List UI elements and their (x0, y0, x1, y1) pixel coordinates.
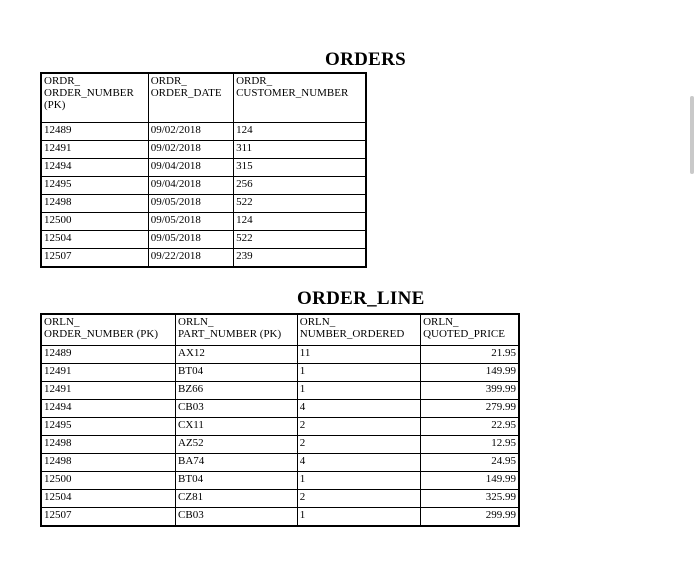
order-number-cell: 12494 (41, 159, 148, 177)
order-line-header-order-number (41, 314, 176, 346)
table-row (41, 472, 519, 490)
number-ordered-cell: 11 (297, 346, 420, 364)
orders-header-label: CUSTOMER_NUMBER (236, 87, 349, 99)
order-number-cell: 12498 (41, 195, 148, 213)
table-row (41, 123, 366, 141)
order-line-header-label: NUMBER_ORDERED (299, 328, 405, 340)
orders-header-label: ORDER_DATE (150, 87, 222, 99)
customer-number-cell: 522 (234, 231, 366, 249)
order-line-header-quoted-price (421, 314, 519, 346)
orders-header-prefix: ORDR_ (44, 75, 81, 87)
quoted-price-cell: 279.99 (421, 400, 519, 418)
customer-number-cell: 315 (234, 159, 366, 177)
orders-header-prefix: ORDR_ (236, 75, 273, 87)
quoted-price-cell: 12.95 (421, 436, 519, 454)
order-date-cell: 09/22/2018 (148, 249, 233, 268)
table-row (41, 249, 366, 268)
order-line-header-label: ORDER_NUMBER (PK) (44, 328, 158, 340)
part-number-cell: BT04 (176, 472, 298, 490)
order-date-cell: 09/04/2018 (148, 159, 233, 177)
table-row (41, 141, 366, 159)
order-number-cell: 12491 (41, 382, 176, 400)
table-row (41, 177, 366, 195)
number-ordered-cell: 1 (297, 364, 420, 382)
order-number-cell: 12504 (41, 231, 148, 249)
quoted-price-cell: 325.99 (421, 490, 519, 508)
part-number-cell: CX11 (176, 418, 298, 436)
customer-number-cell: 256 (234, 177, 366, 195)
quoted-price-cell: 149.99 (421, 364, 519, 382)
quoted-price-cell: 399.99 (421, 382, 519, 400)
orders-table-title: ORDERS (325, 49, 406, 70)
table-row (41, 195, 366, 213)
order-number-cell: 12500 (41, 213, 148, 231)
number-ordered-cell: 4 (297, 454, 420, 472)
table-row (41, 418, 519, 436)
table-row (41, 364, 519, 382)
table-row (41, 159, 366, 177)
number-ordered-cell: 1 (297, 382, 420, 400)
orders-header-key: (PK) (44, 99, 66, 111)
number-ordered-cell: 4 (297, 400, 420, 418)
order-number-cell: 12495 (41, 177, 148, 195)
part-number-cell: CB03 (176, 508, 298, 527)
order-line-table (40, 313, 520, 527)
order-number-cell: 12507 (41, 508, 176, 527)
order-number-cell: 12491 (41, 364, 176, 382)
orders-header-order-number (41, 73, 148, 123)
orders-header-prefix: ORDR_ (150, 75, 187, 87)
part-number-cell: CB03 (176, 400, 298, 418)
number-ordered-cell: 2 (297, 436, 420, 454)
order-line-header-number-ordered (297, 314, 420, 346)
order-number-cell: 12494 (41, 400, 176, 418)
order-number-cell: 12495 (41, 418, 176, 436)
part-number-cell: BT04 (176, 364, 298, 382)
vertical-scrollbar[interactable] (690, 96, 694, 174)
quoted-price-cell: 24.95 (421, 454, 519, 472)
table-row (41, 400, 519, 418)
order-line-header-prefix: ORLN_ (44, 316, 80, 328)
order-line-header-row (41, 314, 519, 346)
order-number-cell: 12489 (41, 346, 176, 364)
part-number-cell: AX12 (176, 346, 298, 364)
number-ordered-cell: 2 (297, 490, 420, 508)
quoted-price-cell: 299.99 (421, 508, 519, 527)
order-number-cell: 12507 (41, 249, 148, 268)
customer-number-cell: 522 (234, 195, 366, 213)
order-number-cell: 12504 (41, 490, 176, 508)
orders-header-label: ORDER_NUMBER (44, 87, 134, 99)
orders-header-customer-number (234, 73, 366, 123)
table-row (41, 454, 519, 472)
number-ordered-cell: 2 (297, 418, 420, 436)
quoted-price-cell: 149.99 (421, 472, 519, 490)
number-ordered-cell: 1 (297, 508, 420, 527)
table-row (41, 346, 519, 364)
order-line-header-prefix: ORLN_ (178, 316, 214, 328)
order-line-header-label: PART_NUMBER (PK) (178, 328, 282, 340)
part-number-cell: AZ52 (176, 436, 298, 454)
order-number-cell: 12489 (41, 123, 148, 141)
order-line-header-prefix: ORLN_ (299, 316, 336, 328)
order-date-cell: 09/04/2018 (148, 177, 233, 195)
customer-number-cell: 311 (234, 141, 366, 159)
orders-header-row (41, 73, 366, 123)
order-date-cell: 09/02/2018 (148, 123, 233, 141)
order-line-table-title: ORDER_LINE (297, 288, 425, 309)
order-date-cell: 09/05/2018 (148, 213, 233, 231)
part-number-cell: BA74 (176, 454, 298, 472)
orders-header-order-date (148, 73, 233, 123)
order-date-cell: 09/05/2018 (148, 231, 233, 249)
part-number-cell: CZ81 (176, 490, 298, 508)
order-number-cell: 12498 (41, 454, 176, 472)
table-row (41, 508, 519, 527)
order-number-cell: 12498 (41, 436, 176, 454)
order-number-cell: 12500 (41, 472, 176, 490)
quoted-price-cell: 21.95 (421, 346, 519, 364)
table-row (41, 436, 519, 454)
order-line-header-part-number (176, 314, 298, 346)
customer-number-cell: 124 (234, 213, 366, 231)
customer-number-cell: 239 (234, 249, 366, 268)
order-date-cell: 09/05/2018 (148, 195, 233, 213)
orders-table (40, 72, 367, 268)
customer-number-cell: 124 (234, 123, 366, 141)
part-number-cell: BZ66 (176, 382, 298, 400)
table-row (41, 490, 519, 508)
order-line-header-label: QUOTED_PRICE (423, 328, 505, 340)
order-line-header-prefix: ORLN_ (423, 316, 459, 328)
order-number-cell: 12491 (41, 141, 148, 159)
table-row (41, 213, 366, 231)
table-row (41, 382, 519, 400)
quoted-price-cell: 22.95 (421, 418, 519, 436)
number-ordered-cell: 1 (297, 472, 420, 490)
order-date-cell: 09/02/2018 (148, 141, 233, 159)
table-row (41, 231, 366, 249)
